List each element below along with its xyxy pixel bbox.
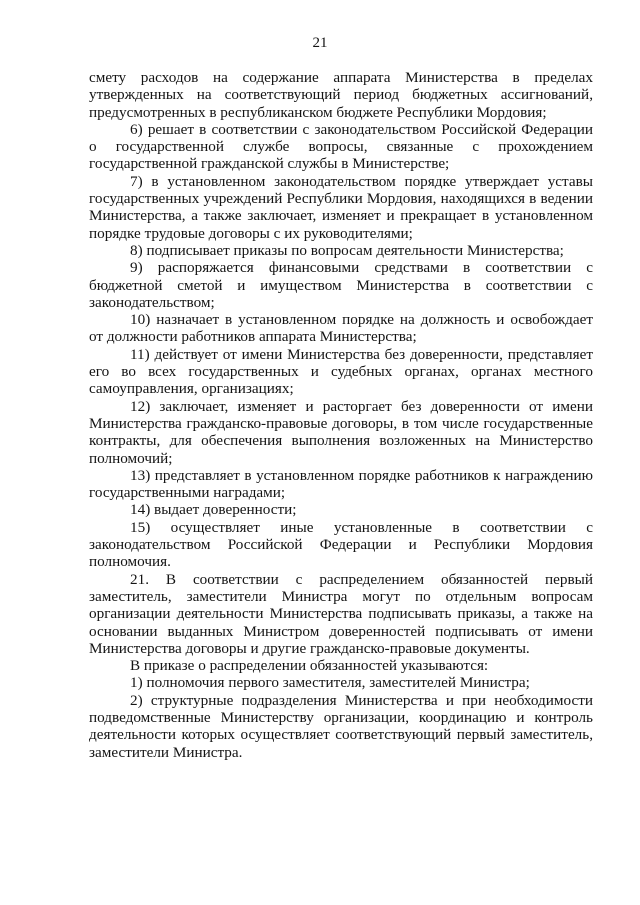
paragraph-item-14: 14) выдает доверенности; [130,501,297,519]
paragraph-item-9: 9) распоряжается финансовыми средствами в соответствии с бюджетной сметой и имуществом Министерства в соответствии с законодательством; [89,259,593,311]
document-body [89,69,593,761]
paragraph-item-12: 12) заключает, изменяет и расторгает без доверенности от имени Министерства гражданско-правовые договоры, в том числе государственные контракты, для обеспечения выполнения возложенных на Министерство полномочий; [89,397,593,467]
paragraph-item-10: 10) назначает в установленном порядке на должность и освобождает от должности работников аппарата Министерства; [89,311,593,346]
paragraph-section-21: 21. В соответствии с распределением обязанностей первый заместитель, заместители Министра могут по отдельным вопросам организации деятельности Министерства подписывать приказы, а также на основании выданных Министром доверенностей подписывать от имени Министерства договоры и другие гражданско-правовые документы. [89,570,593,657]
page-number: 21 [312,35,328,51]
paragraph-continuation: смету расходов на содержание аппарата Министерства в пределах утвержденных на соответствующий период бюджетных ассигнований, предусмотренных в республиканском бюджете Республики Мордовия; [89,69,593,121]
paragraph-item-15: 15) осуществляет иные установленные в соответствии с законодательством Российской Федерации и Республики Мордовия полномочия. [89,518,593,571]
paragraph-order-item-2: 2) структурные подразделения Министерства и при необходимости подведомственные Министерству организации, координацию и контроль деятельности которых осуществляет соответствующий первый заместитель, заместители Министра. [89,691,593,761]
paragraph-item-8: 8) подписывает приказы по вопросам деятельности Министерства; [130,241,564,259]
paragraph-item-13: 13) представляет в установленном порядке работников к награждению государственными наградами; [89,466,593,502]
paragraph-order-item-1: 1) полномочия первого заместителя, заместителей Министра; [130,674,530,692]
paragraph-item-6: 6) решает в соответствии с законодательством Российской Федерации о государственной службе вопросы, связанные с прохождением государственной гражданской службы в Министерстве; [89,120,593,173]
paragraph-item-11: 11) действует от имени Министерства без доверенности, представляет его во всех государственных и судебных органах, органах местного самоуправления, организациях; [89,345,593,398]
paragraph-order-intro: В приказе о распределении обязанностей указываются: [130,657,489,675]
paragraph-item-7: 7) в установленном законодательством порядке утверждает уставы государственных учреждений Республики Мордовия, находящихся в ведении Министерства, а также заключает, изменяет и прекращает в установленном порядке трудовые договоры с их руководителями; [89,172,593,242]
